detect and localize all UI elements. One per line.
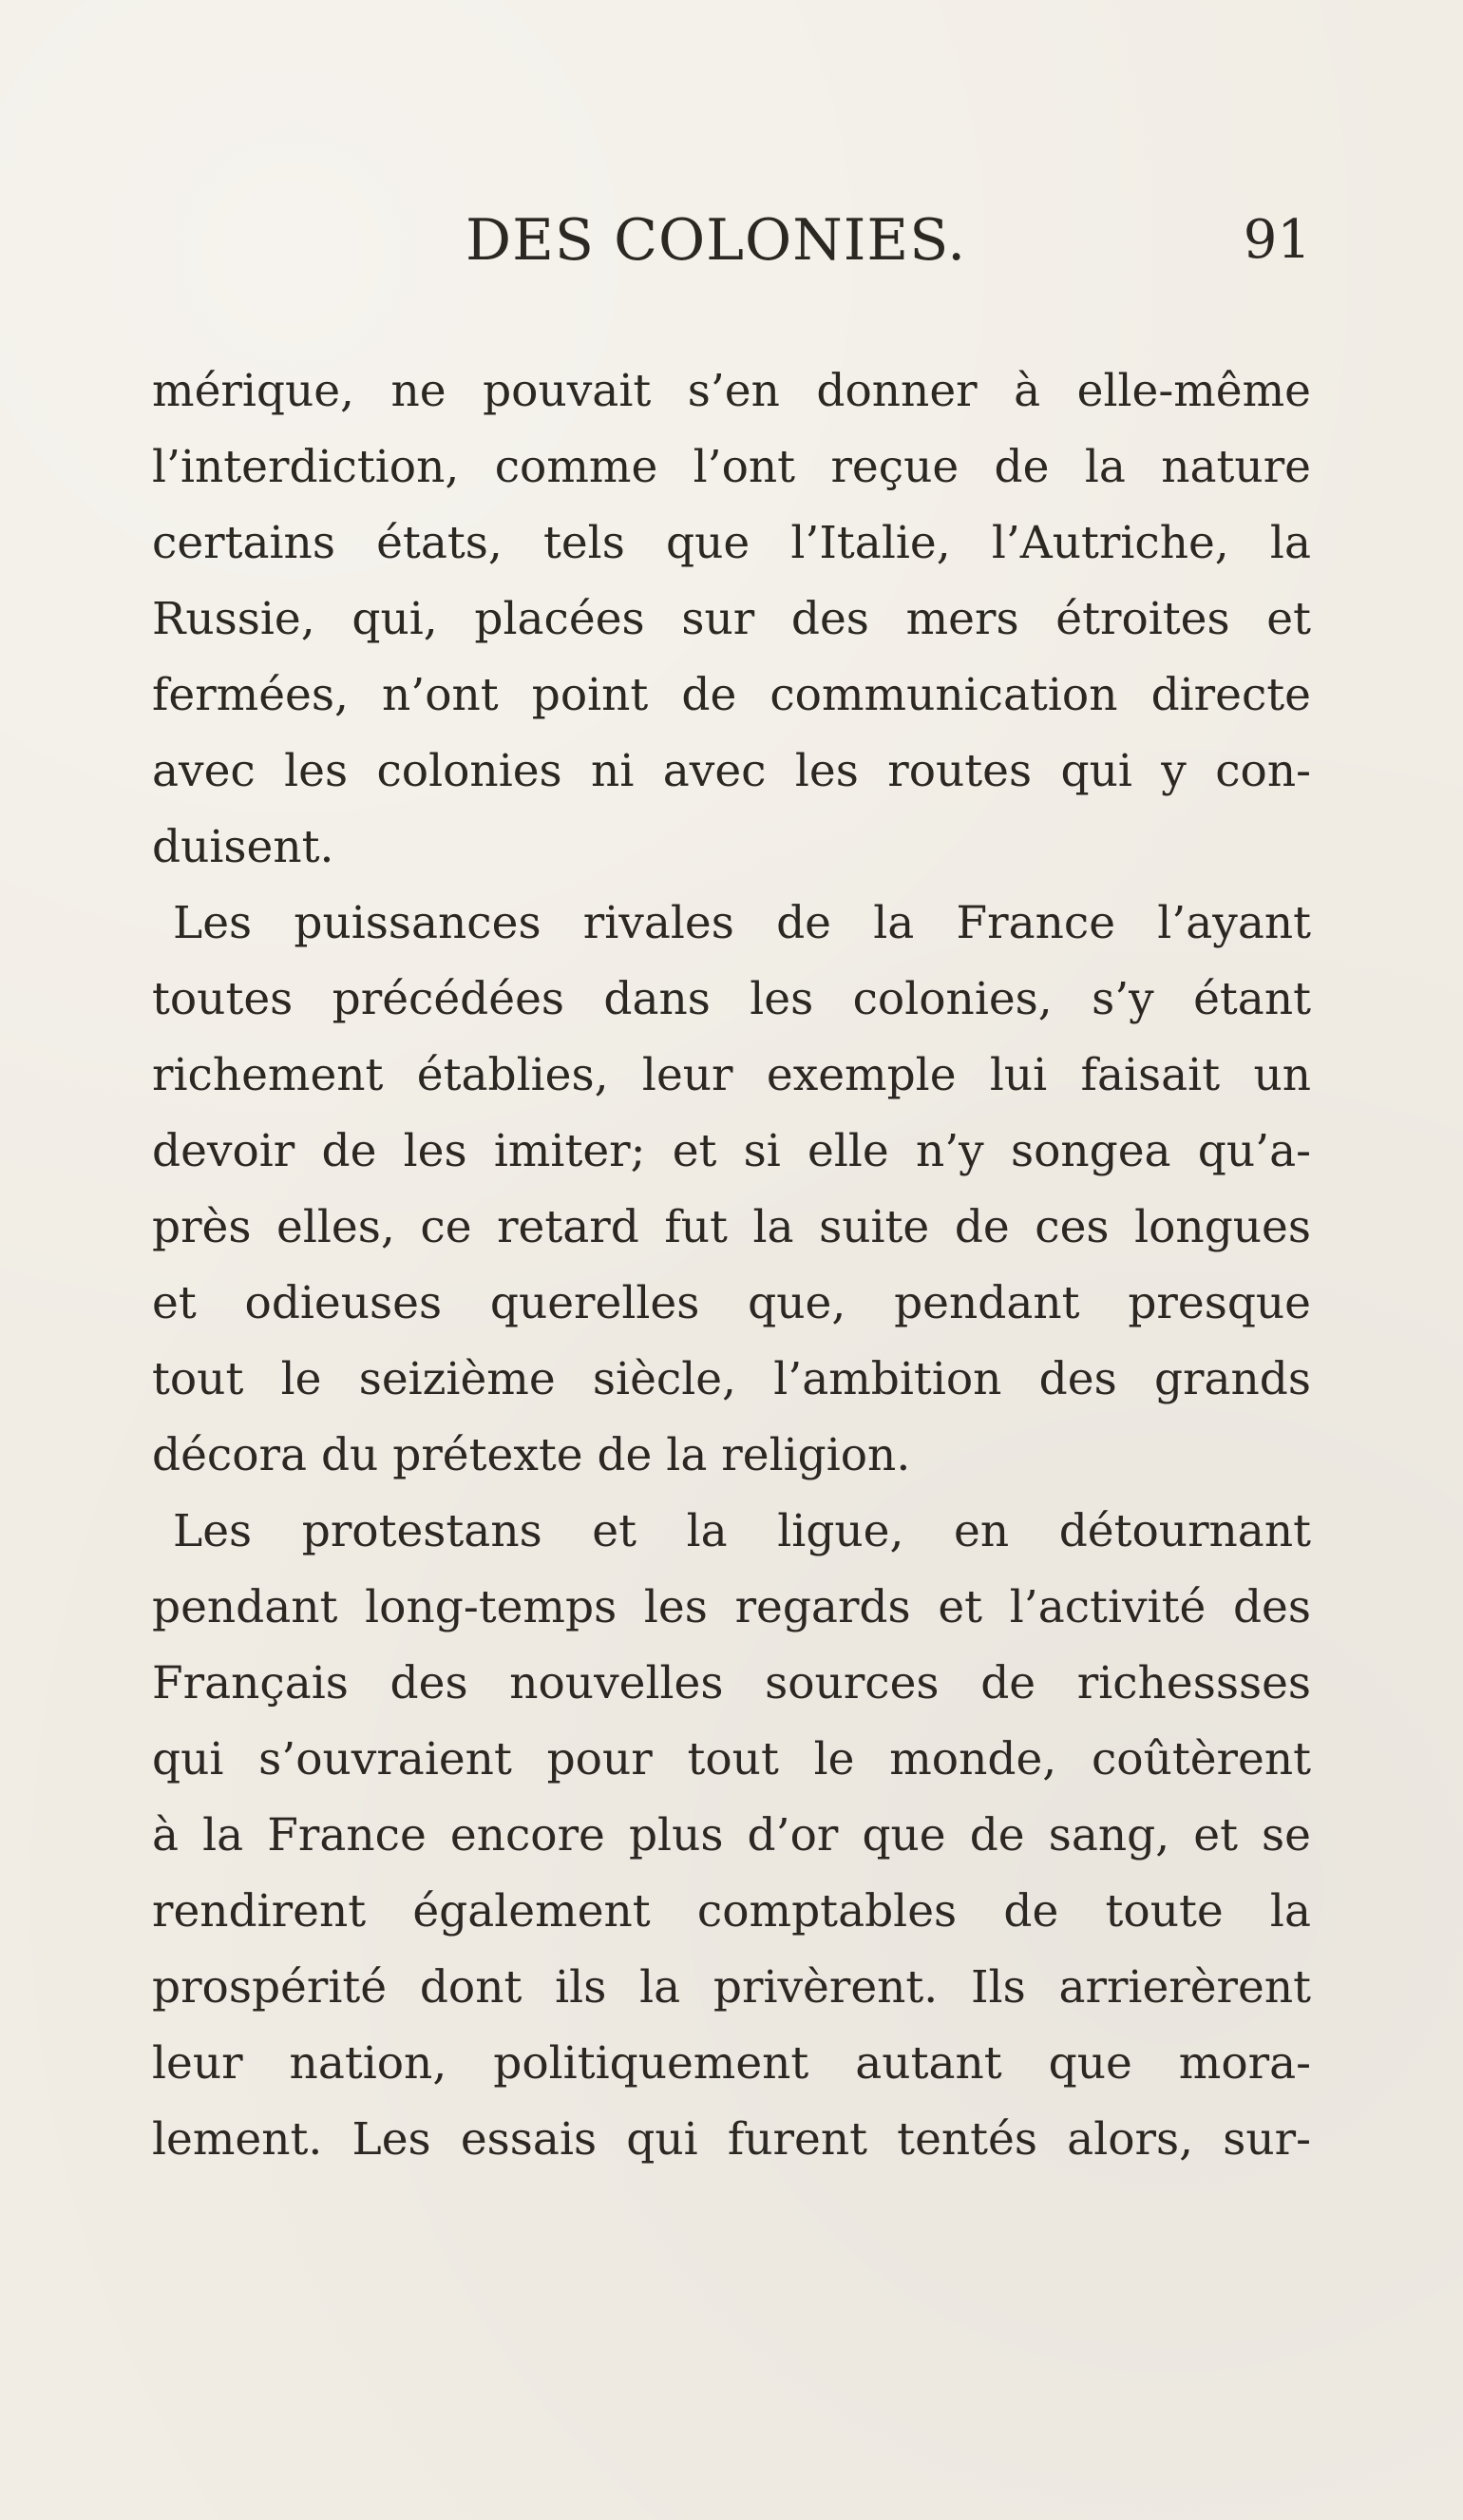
page-number: 91 — [1243, 209, 1311, 271]
text-line: tout le seizième siècle, l’ambition des grands — [152, 1353, 1311, 1405]
text-line: Les protestans et la ligue, en détournant — [173, 1505, 1311, 1557]
text-line: qui s’ouvraient pour tout le monde, coûtèrent — [152, 1733, 1311, 1785]
running-head: DES COLONIES. — [466, 207, 967, 274]
text-line: et odieuses querelles que, pendant presque — [152, 1277, 1311, 1329]
text-line: Français des nouvelles sources de richessses — [152, 1657, 1311, 1709]
text-line: devoir de les imiter; et si elle n’y songea qu’a- — [152, 1125, 1311, 1177]
text-line: fermées, n’ont point de communication directe — [152, 669, 1311, 721]
paragraph-1 — [152, 353, 1311, 886]
text-line: certains états, tels que l’Italie, l’Autriche, la — [152, 517, 1311, 569]
text-line: duisent. — [152, 821, 334, 873]
text-line: Russie, qui, placées sur des mers étroites et — [152, 593, 1311, 645]
text-line: prospérité dont ils la privèrent. Ils arrierèrent — [152, 1961, 1311, 2014]
text-line: toutes précédées dans les colonies, s’y étant — [152, 973, 1311, 1025]
page-header — [152, 207, 1311, 274]
text-line: mérique, ne pouvait s’en donner à elle-même — [152, 365, 1311, 417]
text-line: l’interdiction, comme l’ont reçue de la nature — [152, 441, 1311, 493]
text-line: décora du prétexte de la religion. — [152, 1429, 911, 1481]
text-line: Les puissances rivales de la France l’ayant — [173, 897, 1311, 949]
paragraph-2 — [152, 886, 1311, 1494]
text-line: avec les colonies ni avec les routes qui y con- — [152, 745, 1311, 797]
body-text — [152, 353, 1311, 2178]
text-line: richement établies, leur exemple lui faisait un — [152, 1049, 1311, 1101]
text-line: pendant long-temps les regards et l’activité des — [152, 1581, 1311, 1633]
text-line: lement. Les essais qui furent tentés alors, sur- — [152, 2113, 1311, 2166]
text-line: leur nation, politiquement autant que mora- — [152, 2037, 1311, 2090]
text-line: rendirent également comptables de toute la — [152, 1885, 1311, 1938]
text-line: près elles, ce retard fut la suite de ces longues — [152, 1201, 1311, 1253]
paragraph-3 — [152, 1494, 1311, 2178]
text-line: à la France encore plus d’or que de sang, et se — [152, 1809, 1311, 1861]
